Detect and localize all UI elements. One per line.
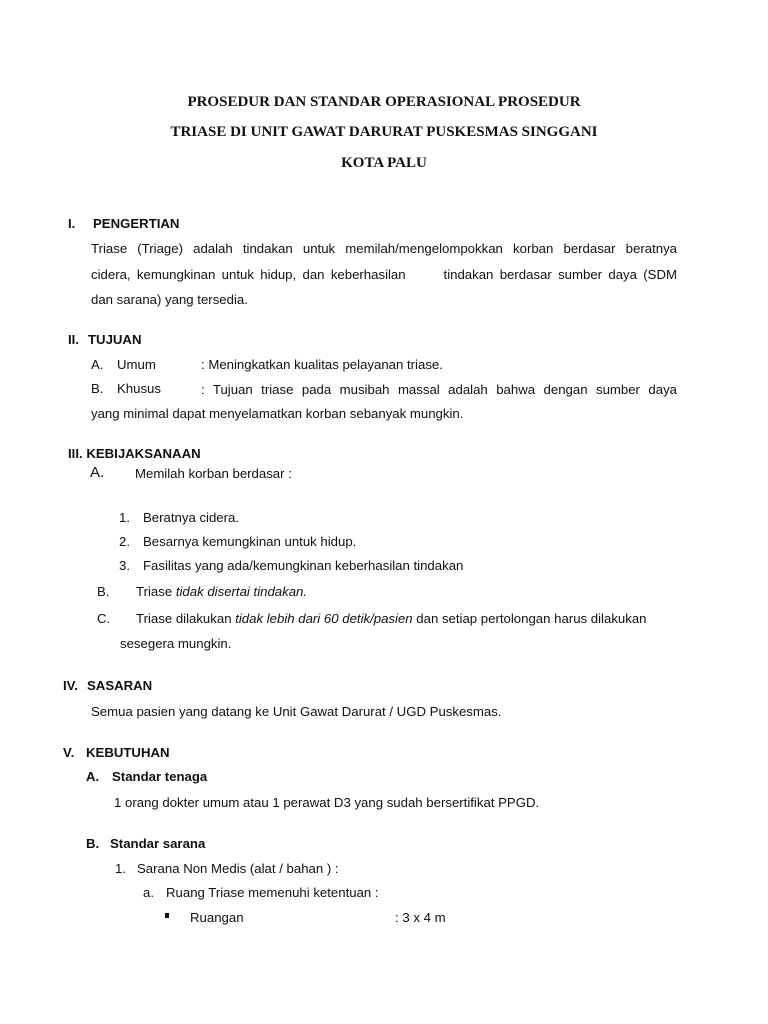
document-subtitle: TRIASE DI UNIT GAWAT DARURAT PUSKESMAS SINGGANI — [170, 124, 598, 140]
tujuan-a-letter: A. — [91, 357, 104, 372]
section-1-line-2: cidera, kemungkinan untuk hidup, dan keberhasilan tindakan berdasar sumber daya (SDM — [91, 267, 677, 282]
kebijakan-c-letter: C. — [97, 611, 111, 626]
ruangan-value: : 3 x 4 m — [395, 910, 446, 925]
kebijakan-a-text: Memilah korban berdasar : — [135, 466, 292, 481]
kebutuhan-a-letter: A. — [86, 769, 100, 784]
section-1-line-1: Triase (Triage) adalah tindakan untuk memilah/mengelompokkan korban berdasar beratnya — [91, 241, 677, 256]
section-5-heading: KEBUTUHAN — [86, 745, 170, 760]
kebutuhan-a-text: 1 orang dokter umum atau 1 perawat D3 yang sudah bersertifikat PPGD. — [114, 795, 540, 810]
section-2-number: II. — [68, 332, 79, 347]
section-4-heading: SASARAN — [87, 678, 153, 693]
sarana-sub-a-text: Ruang Triase memenuhi ketentuan : — [166, 885, 379, 900]
kebijakan-b-letter: B. — [97, 584, 110, 599]
sarana-sub-a-letter: a. — [143, 885, 154, 900]
kebutuhan-b-heading: Standar sarana — [110, 836, 206, 851]
sarana-item-1-number: 1. — [115, 861, 126, 876]
kebijakan-b-italic: tidak disertai tindakan. — [175, 584, 308, 599]
kebijakan-c-text: Triase dilakukan tidak lebih dari 60 detik/pasien dan setiap pertolongan harus dilakukan — [136, 611, 647, 626]
section-4-number: IV. — [63, 678, 78, 693]
criteria-3-text: Fasilitas yang ada/kemungkinan keberhasilan tindakan — [143, 558, 464, 573]
section-3-heading: III. KEBIJAKSANAAN — [68, 446, 201, 461]
kebijakan-a-letter: A. — [90, 464, 105, 481]
ruangan-label: Ruangan — [190, 910, 244, 925]
tujuan-b-label: Khusus — [117, 381, 161, 396]
document-title: PROSEDUR DAN STANDAR OPERASIONAL PROSEDUR — [187, 94, 581, 110]
section-5-number: V. — [63, 745, 75, 760]
section-1-line-3: dan sarana) yang tersedia. — [91, 292, 248, 307]
criteria-1-number: 1. — [119, 510, 130, 525]
bullet-square-icon — [165, 913, 169, 918]
criteria-2-number: 2. — [119, 534, 130, 549]
tujuan-b-letter: B. — [91, 381, 104, 396]
kebijakan-c-line-2: sesegera mungkin. — [120, 636, 232, 651]
tujuan-b-text-2: yang minimal dapat menyelamatkan korban sebanyak mungkin. — [91, 406, 464, 421]
kebutuhan-b-letter: B. — [86, 836, 100, 851]
sasaran-text: Semua pasien yang datang ke Unit Gawat Darurat / UGD Puskesmas. — [91, 704, 502, 719]
section-2-heading: TUJUAN — [88, 332, 142, 347]
kebijakan-c-italic: tidak lebih dari 60 detik/pasien — [235, 611, 413, 626]
sarana-item-1-text: Sarana Non Medis (alat / bahan ) : — [137, 861, 339, 876]
tujuan-b-text: : Tujuan triase pada musibah massal adalah bahwa dengan sumber daya — [201, 382, 677, 397]
criteria-3-number: 3. — [119, 558, 130, 573]
section-1-number: I. — [68, 216, 76, 231]
tujuan-a-text: : Meningkatkan kualitas pelayanan triase. — [201, 357, 443, 372]
section-1-heading: PENGERTIAN — [93, 216, 180, 231]
criteria-2-text: Besarnya kemungkinan untuk hidup. — [143, 534, 357, 549]
kebijakan-b-text: Triase tidak disertai tindakan. — [136, 584, 308, 599]
criteria-1-text: Beratnya cidera. — [143, 510, 240, 525]
tujuan-a-label: Umum — [117, 357, 156, 372]
document-location: KOTA PALU — [341, 155, 427, 171]
kebutuhan-a-heading: Standar tenaga — [112, 769, 208, 784]
